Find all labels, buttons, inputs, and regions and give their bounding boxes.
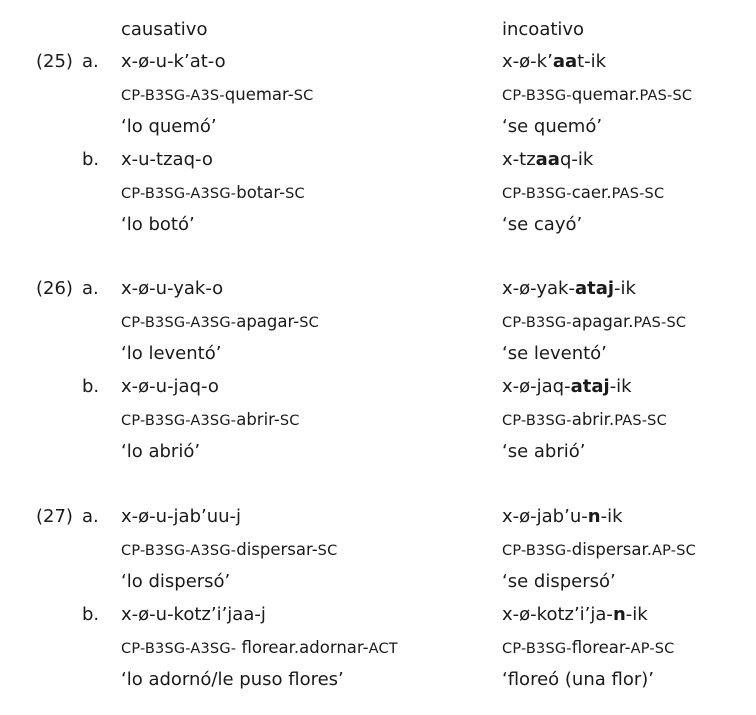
form-bold: n xyxy=(587,506,601,527)
gloss-caps-end: PAS-SC xyxy=(633,315,687,331)
form-post: -ik xyxy=(625,604,648,625)
gloss-caps: CP-B3SG- xyxy=(502,315,572,331)
gloss-lower: dispersar. xyxy=(571,540,653,559)
gloss-caps: CP-B3SG- xyxy=(502,543,572,559)
inchoative-form xyxy=(502,277,636,301)
gloss-caps-end: ACT xyxy=(368,641,398,657)
form-pre: x-ø-yak- xyxy=(502,278,575,299)
gloss-caps-end: AP-SC xyxy=(652,543,696,559)
causative-translation: ‘lo adornó/le puso flores’ xyxy=(121,669,344,690)
sub-letter: a. xyxy=(82,51,99,72)
inchoative-form xyxy=(502,603,648,627)
inchoative-translation: ‘se dispersó’ xyxy=(502,571,616,592)
form-bold: n xyxy=(612,604,626,625)
causative-gloss xyxy=(121,181,305,206)
gloss-caps: CP-B3SG-A3SG- xyxy=(121,413,237,429)
sub-letter: a. xyxy=(82,506,99,527)
gloss-caps-end: PAS-SC xyxy=(611,186,665,202)
inchoative-gloss xyxy=(502,181,664,206)
form-pre: x-tz xyxy=(502,149,536,170)
sub-letter: b. xyxy=(82,149,100,170)
causative-gloss xyxy=(121,538,337,563)
causative-gloss xyxy=(121,408,300,433)
example-26 xyxy=(0,277,756,477)
sub-example-b xyxy=(0,148,756,248)
causative-translation: ‘lo quemó’ xyxy=(121,116,217,137)
causative-form: x-u-tzaq-o xyxy=(121,149,213,170)
form-pre: x-ø-jab’u- xyxy=(502,506,588,527)
sub-example-b xyxy=(0,375,756,475)
header-inchoative: incoativo xyxy=(502,19,585,40)
causative-translation: ‘lo dispersó’ xyxy=(121,571,231,592)
inchoative-gloss xyxy=(502,408,667,433)
example-27 xyxy=(0,505,756,705)
gloss-caps: CP-B3SG-A3SG- xyxy=(121,641,237,657)
sub-example-a xyxy=(0,505,756,605)
gloss-caps-end: SC xyxy=(299,315,319,331)
gloss-caps: CP-B3SG- xyxy=(502,413,572,429)
form-bold: aa xyxy=(535,149,560,170)
inchoative-translation: ‘floreó (una flor)’ xyxy=(502,669,654,690)
gloss-caps: CP-B3SG-A3SG- xyxy=(121,186,237,202)
causative-translation: ‘lo leventó’ xyxy=(121,343,222,364)
sub-example-b xyxy=(0,603,756,703)
form-post: -ik xyxy=(600,506,623,527)
form-bold: aa xyxy=(552,51,578,72)
sub-letter: b. xyxy=(82,376,100,397)
form-post: t-ik xyxy=(577,51,607,72)
gloss-caps-end: SC xyxy=(285,186,305,202)
gloss-caps-end: SC xyxy=(317,543,338,559)
inchoative-gloss xyxy=(502,636,674,661)
causative-form: x-ø-u-jaq-o xyxy=(121,376,219,397)
inchoative-translation: ‘se quemó’ xyxy=(502,116,603,137)
gloss-caps: CP-B3SG- xyxy=(502,88,572,104)
inchoative-gloss xyxy=(502,310,686,335)
causative-form: x-ø-u-jab’uu-j xyxy=(121,506,242,527)
gloss-lower: botar- xyxy=(236,183,286,202)
causative-form: x-ø-u-k’at-o xyxy=(121,51,226,72)
inchoative-gloss xyxy=(502,538,696,563)
gloss-lower: quemar. xyxy=(571,85,640,104)
inchoative-translation: ‘se leventó’ xyxy=(502,343,607,364)
gloss-lower: abrir- xyxy=(236,410,280,429)
causative-gloss xyxy=(121,636,398,661)
inchoative-form xyxy=(502,505,623,529)
form-pre: x-ø-k’ xyxy=(502,51,553,72)
form-bold: ataj xyxy=(570,376,610,397)
header-causative: causativo xyxy=(121,19,208,40)
inchoative-translation: ‘se abrió’ xyxy=(502,441,586,462)
form-post: -ik xyxy=(609,376,632,397)
gloss-caps: CP-B3SG-A3SG- xyxy=(121,315,237,331)
inchoative-form xyxy=(502,50,606,74)
gloss-lower: dispersar- xyxy=(236,540,318,559)
gloss-caps-end: AP-SC xyxy=(630,641,675,657)
gloss-lower: florear- xyxy=(571,638,631,657)
gloss-lower: florear.adornar- xyxy=(236,638,369,657)
example-number: (27) xyxy=(36,506,73,527)
form-pre: x-ø-kotz’i’ja- xyxy=(502,604,613,625)
gloss-caps: CP-B3SG-A3SG- xyxy=(121,543,237,559)
gloss-caps-end: SC xyxy=(279,413,300,429)
example-number: (25) xyxy=(36,51,73,72)
inchoative-translation: ‘se cayó’ xyxy=(502,214,583,235)
causative-translation: ‘lo abrió’ xyxy=(121,441,201,462)
sub-example-a xyxy=(0,277,756,377)
gloss-lower: apagar- xyxy=(236,312,300,331)
causative-form: x-ø-u-kotz’i’jaa-j xyxy=(121,604,266,625)
sub-letter: a. xyxy=(82,278,99,299)
sub-letter: b. xyxy=(82,604,100,625)
example-number: (26) xyxy=(36,278,73,299)
causative-form: x-ø-u-yak-o xyxy=(121,278,224,299)
gloss-lower: quemar- xyxy=(224,85,294,104)
gloss-caps: CP-B3SG-A3S- xyxy=(121,88,225,104)
inchoative-form xyxy=(502,375,632,399)
gloss-lower: abrir. xyxy=(571,410,615,429)
form-bold: ataj xyxy=(574,278,615,299)
gloss-lower: caer. xyxy=(571,183,612,202)
causative-gloss xyxy=(121,83,313,108)
inchoative-form xyxy=(502,148,593,172)
sub-example-a xyxy=(0,50,756,150)
causative-gloss xyxy=(121,310,319,335)
form-pre: x-ø-jaq- xyxy=(502,376,571,397)
form-post: q-ik xyxy=(559,149,594,170)
example-25 xyxy=(0,50,756,250)
gloss-caps: CP-B3SG- xyxy=(502,186,572,202)
gloss-caps-end: PAS-SC xyxy=(639,88,693,104)
gloss-lower: apagar. xyxy=(571,312,634,331)
causative-translation: ‘lo botó’ xyxy=(121,214,195,235)
inchoative-gloss xyxy=(502,83,692,108)
gloss-caps-end: SC xyxy=(293,88,314,104)
form-post: -ik xyxy=(614,278,636,299)
gloss-caps: CP-B3SG- xyxy=(502,641,572,657)
gloss-caps-end: PAS-SC xyxy=(614,413,667,429)
